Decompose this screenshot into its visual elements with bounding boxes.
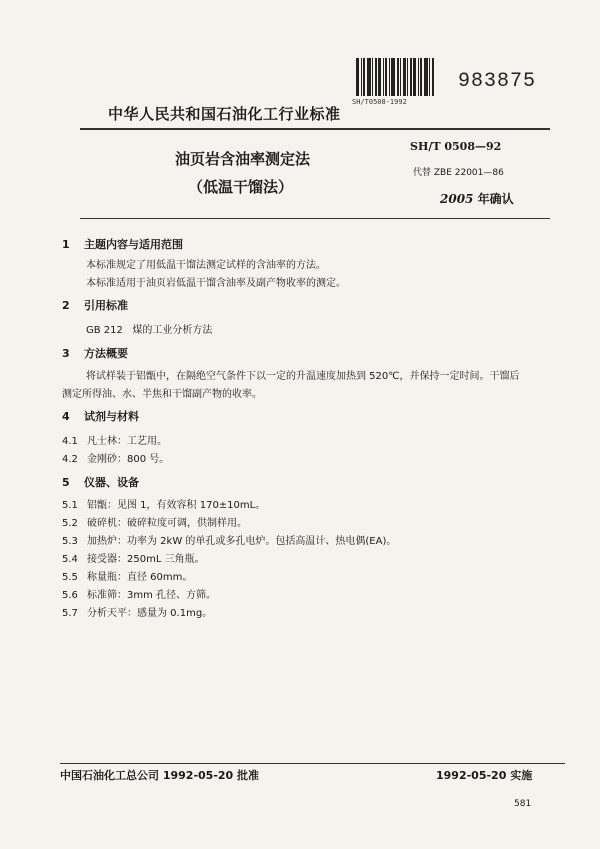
section-number: 5 [62,476,70,489]
item-number: 5.6 [62,590,78,601]
section-2-heading [62,297,128,313]
document-number: 983875 [458,70,537,93]
item-text: 凡士林：工艺用。 [87,436,167,447]
item-number: 4.2 [62,454,78,465]
section-1-heading [62,236,183,252]
item-number: 5.1 [62,500,78,511]
section-3-heading [62,345,128,361]
barcode-text: SH/T0508-1992 [352,98,407,106]
reference-title: 煤的工业分析方法 [132,325,213,336]
section-title: 主题内容与适用范围 [84,238,183,251]
list-item [62,514,247,529]
page-number: 581 [514,799,532,809]
industry-standard-title: 中华人民共和国石油化工行业标准 [108,105,341,123]
section-5-heading [62,474,139,490]
item-number: 4.1 [62,436,78,447]
list-item [62,586,216,601]
confirmed-year: 2005 [440,192,474,206]
section-1-para-2: 本标准适用于油页岩低温干馏含油率及副产物收率的测定。 [86,278,346,289]
section-4-heading [62,408,139,424]
list-item [62,532,396,547]
item-number: 5.7 [62,608,78,619]
section-title: 方法概要 [84,347,128,360]
reference-code: GB 212 [86,325,123,336]
page-subtitle: （低温干馏法） [188,178,294,196]
barcode [356,58,446,96]
list-item [62,550,205,565]
section-title: 仪器、设备 [84,476,139,489]
section-number: 3 [62,347,70,360]
item-text: 称量瓶：直径 60mm。 [87,572,193,583]
item-text: 铝甑：见图 1，有效容积 170±10mL。 [87,500,266,511]
list-item [62,450,169,465]
item-number: 5.5 [62,572,78,583]
section-1-para-1: 本标准规定了用低温干馏法测定试样的含油率的方法。 [86,260,326,271]
reference-line [86,321,212,336]
top-divider [80,128,550,130]
section-title: 试剂与材料 [84,410,139,423]
item-text: 分析天平：感量为 0.1mg。 [87,608,213,619]
page-title: 油页岩含油率测定法 [175,150,311,168]
item-text: 加热炉：功率为 2kW 的单孔或多孔电炉。包括高温计、热电偶(EA)。 [87,536,397,547]
item-text: 金刚砂：800 号。 [87,454,170,465]
list-item [62,432,167,447]
section-3-line-1: 将试样装于铝甑中，在隔绝空气条件下以一定的升温速度加热到 520℃，并保持一定时间。干馏后 [86,371,520,382]
replaces-standard: 代替 ZBE 22001—86 [413,168,504,178]
item-number: 5.4 [62,554,78,565]
confirmed-label: 年确认 [477,192,514,206]
section-number: 1 [62,238,70,251]
section-3-line-2: 测定所得油、水、半焦和干馏副产物的收率。 [62,389,262,400]
item-text: 标准筛：3mm 孔径、方筛。 [87,590,217,601]
item-number: 5.3 [62,536,78,547]
effective-date: 1992-05-20 实施 [436,769,533,782]
footer-divider [60,763,565,764]
standard-code: SH/T 0508—92 [410,140,502,153]
list-item [62,604,212,619]
section-number: 4 [62,410,70,423]
item-text: 接受器：250mL 三角瓶。 [87,554,205,565]
section-number: 2 [62,299,70,312]
list-item [62,568,192,583]
section-title: 引用标准 [84,299,128,312]
confirmed-stamp [440,190,514,207]
header-divider [80,218,550,219]
approval-line: 中国石油化工总公司 1992-05-20 批准 [60,769,260,782]
item-text: 破碎机：破碎粒度可调，供制样用。 [87,518,247,529]
list-item [62,496,265,511]
item-number: 5.2 [62,518,78,529]
